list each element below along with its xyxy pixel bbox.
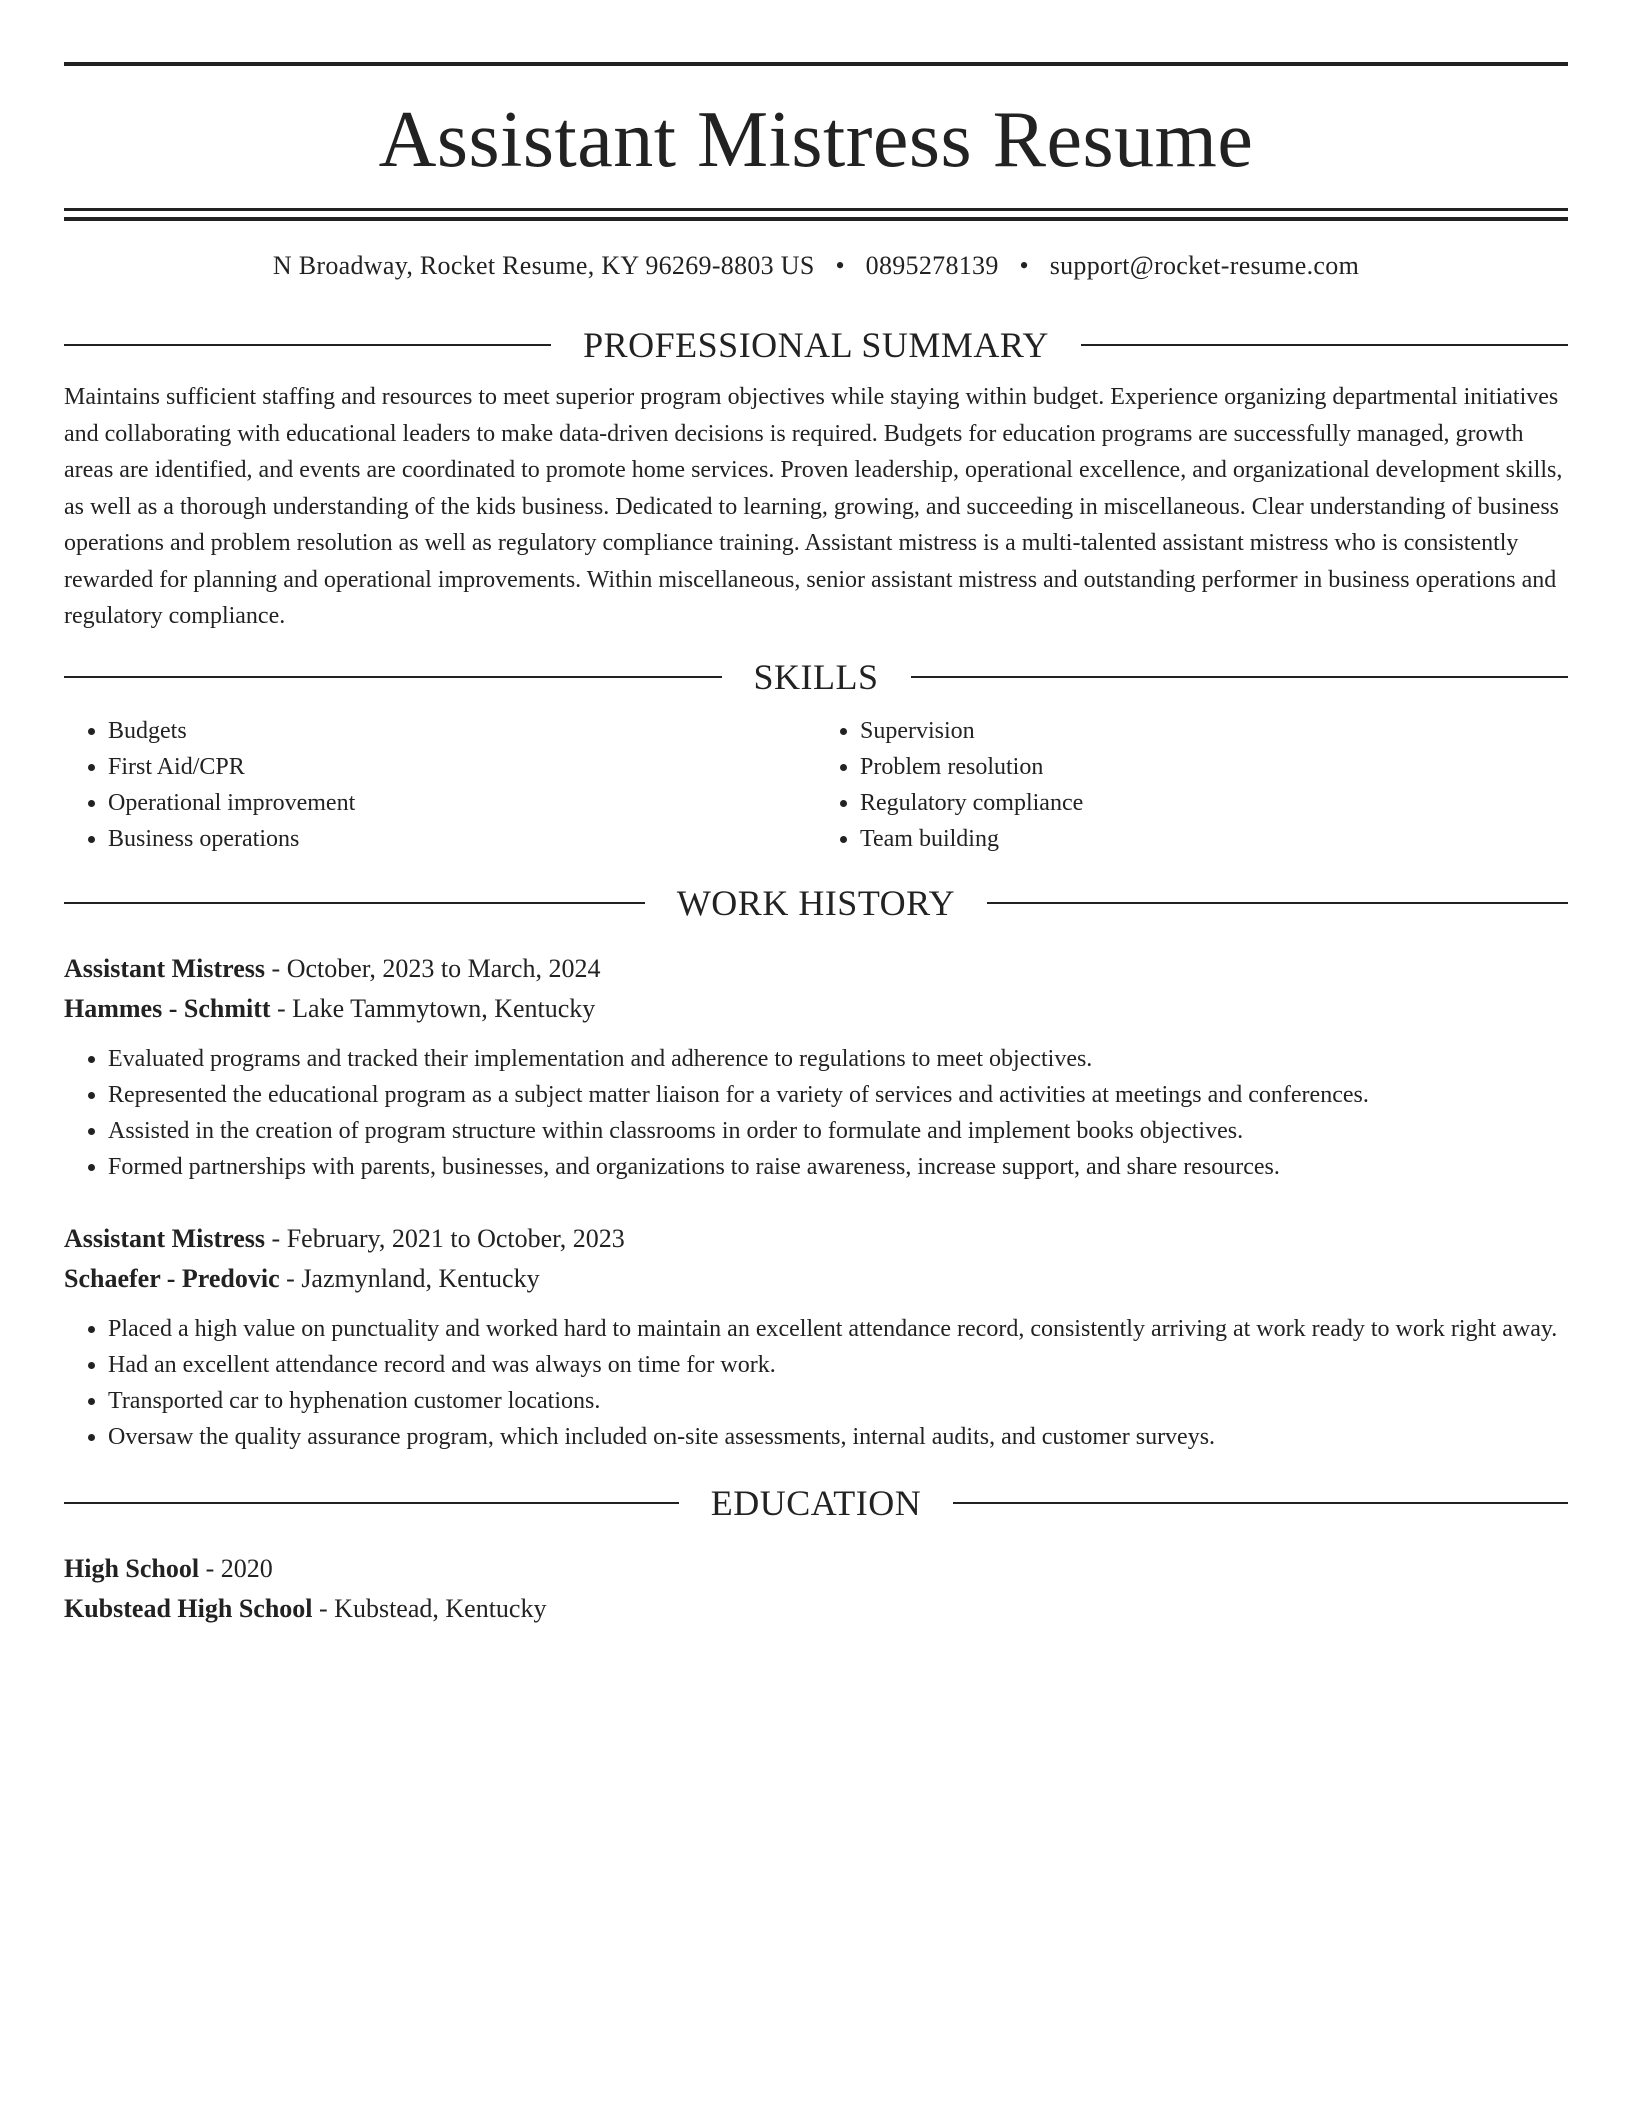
heading-rule-left xyxy=(64,676,722,678)
work-heading xyxy=(64,882,1568,923)
job-bullet: • Transported car to hyphenation customer locations. xyxy=(108,1383,1568,1419)
job-dates: - October, 2023 to March, 2024 xyxy=(265,953,601,983)
job-company: Hammes - Schmitt xyxy=(64,993,271,1023)
job-bullet: • Formed partnerships with parents, businesses, and organizations to raise awareness, increase support, and share resources. xyxy=(108,1149,1568,1185)
contact-separator: • xyxy=(1019,251,1029,280)
education-year: - 2020 xyxy=(199,1553,273,1583)
job-company: Schaefer - Predovic xyxy=(64,1263,280,1293)
education-school: Kubstead High School xyxy=(64,1593,313,1623)
resume-page xyxy=(64,0,1568,1629)
job-title: Assistant Mistress xyxy=(64,1223,266,1253)
job-entry xyxy=(64,1219,1568,1455)
job-bullet: • Assisted in the creation of program structure within classrooms in order to formulate and implement books objectives. xyxy=(108,1113,1568,1149)
skill-item: • First Aid/CPR xyxy=(108,749,816,785)
education-heading-label: EDUCATION xyxy=(710,1482,922,1523)
job-bullet: • Evaluated programs and tracked their implementation and adherence to regulations to meet objectives. xyxy=(108,1041,1568,1077)
heading-rule-left xyxy=(64,902,645,904)
skills-heading xyxy=(64,656,1568,697)
job-company-line xyxy=(64,1259,1568,1299)
skill-item: • Regulatory compliance xyxy=(860,785,1568,821)
skill-item: • Business operations xyxy=(108,821,816,857)
heading-rule-right xyxy=(911,676,1569,678)
education-degree: High School xyxy=(64,1553,200,1583)
job-bullet: • Had an excellent attendance record and was always on time for work. xyxy=(108,1347,1568,1383)
top-rule xyxy=(64,62,1568,66)
skill-item: • Team building xyxy=(860,821,1568,857)
job-title: Assistant Mistress xyxy=(64,953,266,983)
job-dates: - February, 2021 to October, 2023 xyxy=(265,1223,625,1253)
job-location: - Jazmynland, Kentucky xyxy=(279,1263,540,1293)
education-degree-line xyxy=(64,1549,1568,1589)
job-bullet: • Represented the educational program as a subject matter liaison for a variety of services and activities at meetings and conferences. xyxy=(108,1077,1568,1113)
title-double-rule xyxy=(64,208,1568,221)
heading-rule-left xyxy=(64,344,551,346)
contact-line xyxy=(64,251,1568,281)
job-company-line xyxy=(64,989,1568,1029)
contact-address: N Broadway, Rocket Resume, KY 96269-8803 US xyxy=(272,251,815,280)
skills-heading-label: SKILLS xyxy=(753,656,879,697)
summary-heading-label: PROFESSIONAL SUMMARY xyxy=(583,325,1049,365)
summary-heading xyxy=(64,327,1568,363)
job-location: - Lake Tammytown, Kentucky xyxy=(270,993,596,1023)
contact-phone: 0895278139 xyxy=(865,251,999,280)
job-bullets xyxy=(64,1041,1568,1185)
heading-rule-right xyxy=(953,1502,1568,1504)
skill-item: • Supervision xyxy=(860,713,1568,749)
skills-column-right xyxy=(816,713,1568,857)
job-bullet: • Oversaw the quality assurance program, which included on-site assessments, internal audits, and customer surveys. xyxy=(108,1419,1568,1455)
contact-separator: • xyxy=(835,251,845,280)
contact-email: support@rocket-resume.com xyxy=(1049,251,1360,280)
heading-rule-left xyxy=(64,1502,679,1504)
skill-item: • Problem resolution xyxy=(860,749,1568,785)
education-school-line xyxy=(64,1589,1568,1629)
resume-title: Assistant Mistress Resume xyxy=(378,96,1254,184)
job-bullet: • Placed a high value on punctuality and worked hard to maintain an excellent attendance record, consistently arriving at work ready to work right away. xyxy=(108,1311,1568,1347)
summary-text: Maintains sufficient staffing and resources to meet superior program objectives while staying within budget. Experience organizing departmental initiatives and collaborating with educational leaders to make data-driven decisions is required. Budgets for education programs are successfully managed, growth areas are identified, and events are coordinated to promote home services. Proven leadership, operational excellence, and organizational development skills, as well as a thorough understanding of the kids business. Dedicated to learning, growing, and succeeding in miscellaneous. Clear understanding of business operations and problem resolution as well as regulatory compliance training. Assistant mistress is a multi-talented assistant mistress who is consistently rewarded for planning and operational improvements. Within miscellaneous, senior assistant mistress and outstanding performer in business operations and regulatory compliance. xyxy=(64,384,1563,629)
job-bullets xyxy=(64,1311,1568,1455)
work-heading-label: WORK HISTORY xyxy=(676,882,956,923)
heading-rule-right xyxy=(1081,344,1568,346)
heading-rule-right xyxy=(987,902,1568,904)
job-title-line xyxy=(64,1219,1568,1259)
skill-item: • Budgets xyxy=(108,713,816,749)
job-entry xyxy=(64,949,1568,1185)
education-location: - Kubstead, Kentucky xyxy=(312,1593,547,1623)
skills-list xyxy=(64,713,1568,857)
skills-column-left xyxy=(64,713,816,857)
job-title-line xyxy=(64,949,1568,989)
skill-item: • Operational improvement xyxy=(108,785,816,821)
education-heading xyxy=(64,1482,1568,1523)
